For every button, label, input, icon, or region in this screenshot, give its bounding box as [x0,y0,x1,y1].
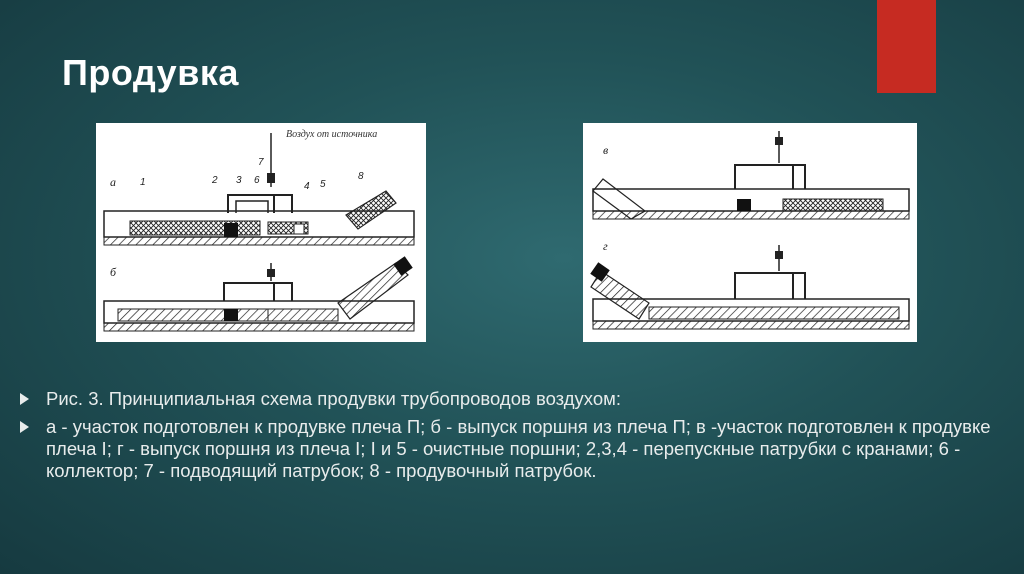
part-label-8: 8 [358,171,364,182]
figure-right [583,123,917,342]
bullet-item-legend [20,416,1010,482]
bullet-item-caption [20,388,1010,410]
part-label-7: 7 [258,157,264,168]
part-label-5: 5 [320,179,326,190]
bullet-text: Рис. 3. Принципиальная схема продувки трубопроводов воздухом: [46,388,621,409]
part-label-1: 1 [140,177,146,188]
bullet-list [20,388,1010,488]
row-label-a: а [110,175,116,189]
accent-bar [877,0,936,93]
bullet-text: а - участок подготовлен к продувке плеча П; б - выпуск поршня из плеча П; в -участок подготовлен к продувке плеча I; г - выпуск поршня из плеча I; I и 5 - очистные поршни; 2,3,4 - перепускные патрубки с кранами; 6 - коллектор; 7 - подводящий патрубок; 8 - продувочный патрубок. [46,416,991,481]
row-a-diagram [104,133,414,245]
figure-left [96,123,426,342]
right-diagram-svg [583,123,917,342]
bullet-arrow-icon [20,393,29,405]
row-g-diagram [590,245,909,329]
left-diagram-svg [96,123,426,342]
part-label-6: 6 [254,175,260,186]
figure-caption: Воздух от источника [286,129,378,140]
part-label-4: 4 [304,181,310,192]
row-label-v: в [603,143,609,157]
slide-title: Продувка [62,52,239,93]
row-b-diagram [104,256,414,331]
part-label-3: 3 [236,175,242,186]
bullet-arrow-icon [20,421,29,433]
row-label-b: б [110,265,117,279]
row-label-g: г [603,239,608,253]
row-v-diagram [593,131,909,219]
part-label-2: 2 [212,175,218,186]
